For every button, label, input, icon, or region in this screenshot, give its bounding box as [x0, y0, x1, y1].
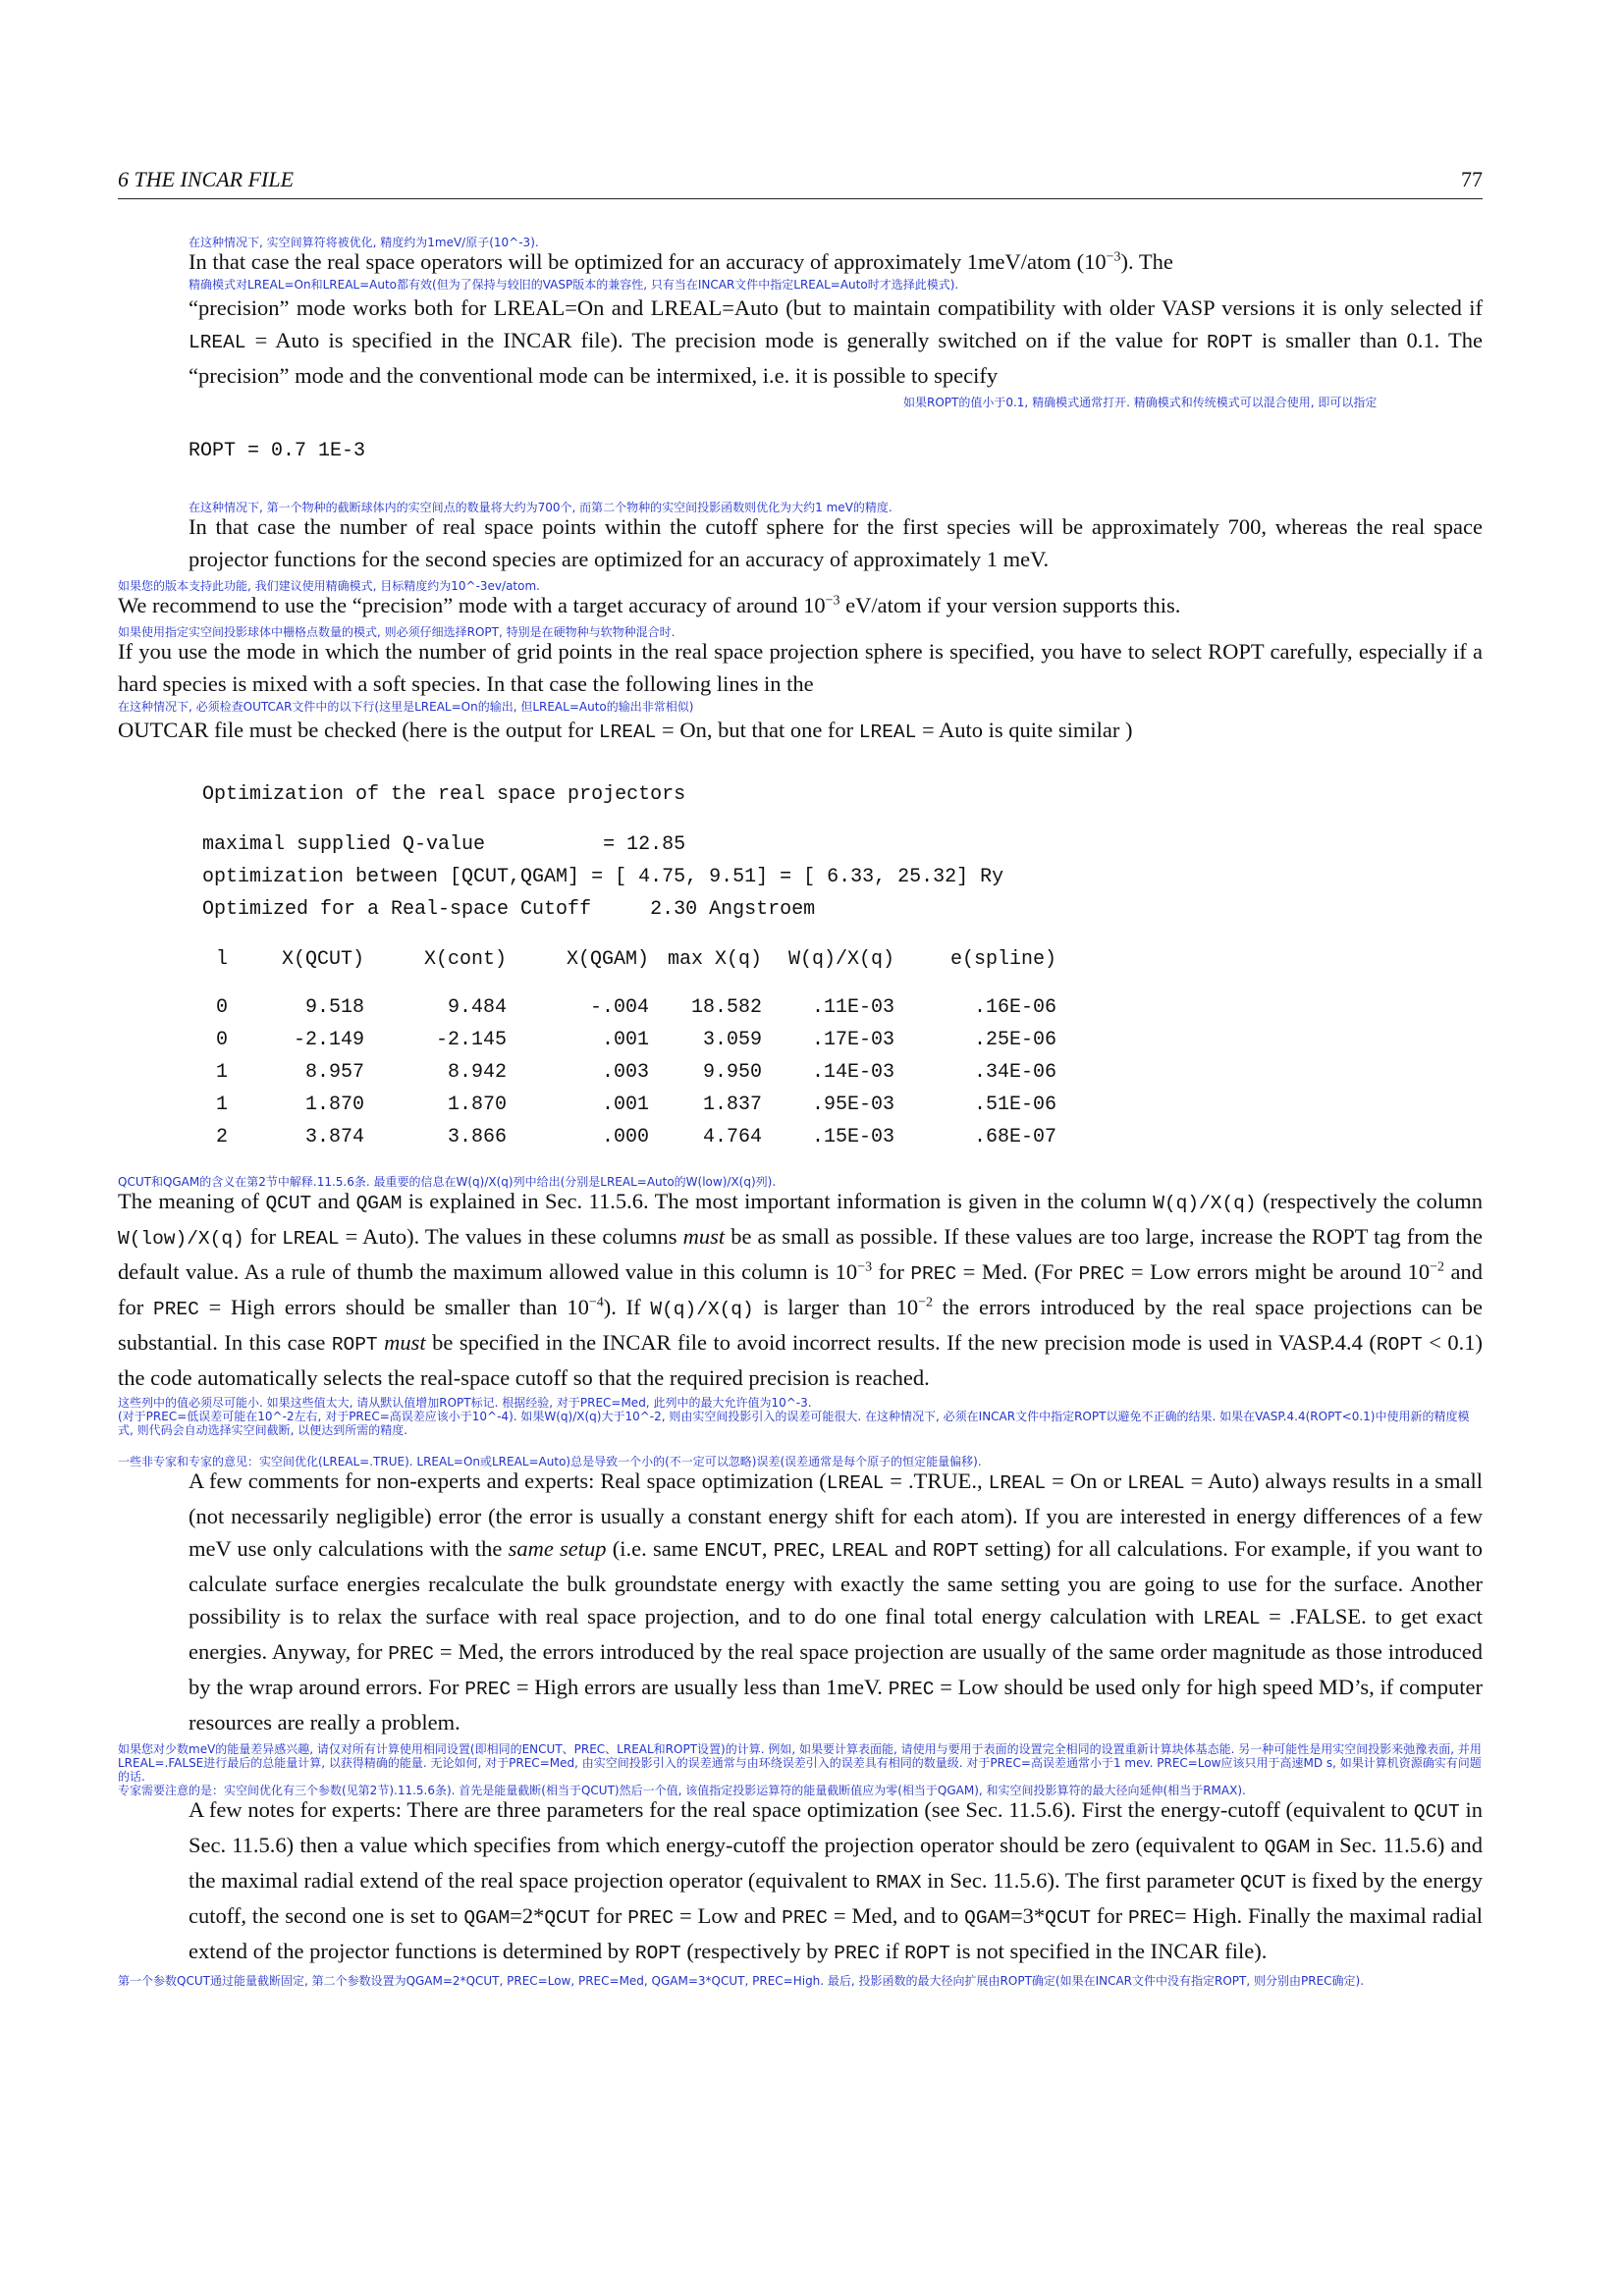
translation-note: 一些非专家和专家的意见：实空间优化(LREAL=.TRUE). LREAL=On或LREAL=Auto)总是导致一个小的(不一定可以忽略)误差(误差通常是每个原子的恒定能量偏移). [118, 1455, 982, 1468]
text-span: is explained in Sec. 11.5.6. The most important information is given in the column [402, 1189, 1154, 1213]
translation-note: 在这种情况下, 第一个物种的截断球体内的实空间点的数量将大约为700个, 而第二个物种的实空间投影函数则优化为大约1 meV的精度. [189, 501, 893, 514]
superscript: −2 [1430, 1259, 1444, 1275]
table-cell: 3.059 [702, 1029, 762, 1051]
code-inline: PREC [1128, 1907, 1174, 1929]
code-inline: ROPT [634, 1943, 681, 1964]
translation-note: 如果ROPT的值小于0.1, 精确模式通常打开. 精确模式和传统模式可以混合使用, 即可以指定 [903, 396, 1378, 409]
text-span: If you use the mode in which the number of grid points in the real space projection sphere is specified, you have to select ROPT carefully, especially if a hard species is mixed with a soft species. In that case the following lines in the [118, 639, 1483, 696]
column-header: X(QCUT) [281, 948, 364, 971]
text-span: ). The [1120, 249, 1173, 274]
text-span: is larger than 10 [753, 1295, 919, 1319]
code-inline: PREC [910, 1263, 957, 1285]
code-inline: QCUT [1045, 1907, 1091, 1929]
table-cell: 4.764 [702, 1126, 762, 1148]
table-cell: .14E-03 [811, 1061, 894, 1084]
table-cell: .17E-03 [811, 1029, 894, 1051]
table-cell: 2 [215, 1126, 228, 1148]
table-cell: .001 [601, 1094, 649, 1116]
table-cell: .001 [601, 1029, 649, 1051]
text-span: = Low errors might be around 10 [1124, 1259, 1431, 1284]
table-header-row [202, 943, 1056, 976]
section-title: 6 THE INCAR FILE [118, 167, 295, 191]
code-inline: QGAM [355, 1193, 403, 1214]
code-inline: QGAM [463, 1907, 511, 1929]
text-span: = .TRUE., [884, 1468, 989, 1493]
text-span: in Sec. 11.5.6). The first parameter [921, 1868, 1240, 1893]
table-row [202, 1121, 1056, 1153]
text-span: = Low and [674, 1903, 783, 1928]
text-span: “precision” mode works both for LREAL=On and LREAL=Auto (but to maintain compatibility with older VASP versions it is only selected if [189, 295, 1483, 320]
table-cell: -2.145 [435, 1029, 507, 1051]
text-span: and for [118, 1259, 1483, 1319]
paragraph-outcar-check [118, 635, 1483, 749]
translation-note: 精确模式对LREAL=On和LREAL=Auto都有效(但为了保持与较旧的VASP版本的兼容性, 只有当在INCAR文件中指定LREAL=Auto时才选择此模式). [189, 278, 959, 292]
table-cell: 1.870 [447, 1094, 507, 1116]
code-inline: LREAL [282, 1228, 340, 1250]
text-span: =3* [1009, 1903, 1046, 1928]
code-inline: ROPT [904, 1943, 950, 1964]
superscript: −3 [825, 593, 840, 609]
code-inline: W(q)/X(q) [1153, 1193, 1257, 1214]
table-row [202, 1089, 1056, 1121]
code-inline: LREAL [1203, 1608, 1261, 1629]
code-inline: PREC [782, 1907, 828, 1929]
text-span: = Auto is quite similar ) [916, 718, 1133, 742]
page-header [118, 165, 1483, 199]
paragraph-recommendation [118, 589, 1483, 621]
code-inline: LREAL [189, 332, 246, 353]
text-span: be specified in the INCAR file to avoid incorrect results. If the new precision mode is used in VASP.4.4 ( [425, 1330, 1377, 1355]
code-inline: LREAL [598, 721, 657, 743]
code-inline: PREC [388, 1643, 435, 1665]
paragraph-qcut-qgam [118, 1185, 1483, 1394]
table-row [202, 1024, 1056, 1056]
text-span: be as small as possible. If these values are too large, increase the ROPT tag from the default value. As a rule of thumb the maximum allowed value in this column is 10 [118, 1224, 1483, 1284]
text-span: is fixed by the energy cutoff, the second one is set to [189, 1868, 1483, 1928]
translation-note: 如果使用指定实空间投影球体中栅格点数量的模式, 则必须仔细选择ROPT, 特别是在硬物种与软物种混合时. [118, 625, 676, 639]
table-cell: -.004 [589, 996, 649, 1019]
code-inline: PREC [153, 1299, 199, 1320]
text-span: (respectively by [680, 1939, 835, 1963]
text-span: = On or [1046, 1468, 1128, 1493]
text-span: = High. Finally the maximal radial extend of the projector functions is determined by [189, 1903, 1483, 1963]
text-span: in Sec. 11.5.6) and the maximal radial extend of the real space projection operator (equivalent to [189, 1833, 1483, 1893]
superscript: −3 [857, 1259, 873, 1275]
table-cell: 1.837 [702, 1094, 762, 1116]
translation-note: QCUT和QGAM的含义在第2节中解释.11.5.6条. 最重要的信息在W(q)/X(q)列中给出(分别是LREAL=Auto的W(low)/X(q)列). [118, 1175, 777, 1189]
table-cell: 1 [215, 1094, 228, 1116]
code-inline: PREC [773, 1540, 820, 1562]
text-span: for [1090, 1903, 1129, 1928]
table-cell: 9.518 [304, 996, 364, 1019]
text-span: The meaning of [118, 1189, 266, 1213]
text-span: is not specified in the INCAR file). [949, 1939, 1268, 1963]
table-cell: 18.582 [690, 996, 762, 1019]
table-cell: 9.484 [447, 996, 507, 1019]
code-inline: RMAX [875, 1872, 922, 1894]
text-span: = Auto). The values in these columns [339, 1224, 683, 1249]
table-row [202, 991, 1056, 1024]
translation-note: 专家需要注意的是：实空间优化有三个参数(见第2节).11.5.6条). 首先是能量截断(相当于QCUT)然后一个值, 该值指定投影运算符的能量截断值应为零(相当于QGAM), 和实空间投影算符的最大径向延伸(相当于RMAX). [118, 1784, 1246, 1797]
code-inline: PREC [834, 1943, 881, 1964]
code-inline: QCUT [1413, 1801, 1460, 1823]
text-span: setting) for all calculations. For example, if you want to calculate surface energies recalculate the bulk groundstate energy with exactly the same setting you are going to use for the surface. Another possibility is to relax the surface with real space projection, and to do one final total energy calculation with [189, 1536, 1483, 1629]
code-inline: W(q)/X(q) [650, 1299, 754, 1320]
table-cell: .16E-06 [973, 996, 1056, 1019]
text-span: for [872, 1259, 911, 1284]
text-span: = Auto) always results in a small (not necessarily negligible) error (the error is usually a constant energy shift for each atom). If you are interested in energy differences of a few meV use only calculations with the [189, 1468, 1483, 1561]
text-span: = .FALSE. to get exact energies. Anyway, for [189, 1604, 1484, 1664]
text-span: (respectively the column [1256, 1189, 1484, 1213]
table-cell: .95E-03 [811, 1094, 894, 1116]
table-cell: .003 [601, 1061, 649, 1084]
text-span: for [590, 1903, 628, 1928]
column-header: X(QGAM) [566, 948, 649, 971]
text-span: = Auto is specified in the INCAR file). The precision mode is generally switched on if the value for [245, 328, 1208, 352]
text-span: < 0.1) the code automatically selects the real-space cutoff so that the required precision is reached. [118, 1330, 1483, 1390]
text-span: for [243, 1224, 283, 1249]
code-inline: PREC [888, 1679, 935, 1700]
code-inline: QGAM [964, 1907, 1010, 1929]
table-cell: .11E-03 [811, 996, 894, 1019]
table-cell: 3.866 [447, 1126, 507, 1148]
outcar-optimization: optimization between [QCUT,QGAM] = [ 4.75, 9.51] = [ 6.33, 25.32] Ry [202, 866, 1004, 888]
text-span: , [761, 1536, 774, 1561]
code-inline: ROPT [1376, 1334, 1423, 1356]
outcar-cutoff: Optimized for a Real-space Cutoff 2.30 Angstroem [202, 898, 816, 921]
outcar-q-value: maximal supplied Q-value = 12.85 [202, 833, 686, 856]
code-inline: QCUT [1239, 1872, 1286, 1894]
superscript: −2 [918, 1295, 933, 1310]
code-inline: QCUT [265, 1193, 312, 1214]
table-cell: .34E-06 [973, 1061, 1056, 1084]
paragraph-non-experts [118, 1465, 1483, 1738]
table-cell: 0 [215, 996, 228, 1019]
table-row [202, 1056, 1056, 1089]
text-span: , [819, 1536, 832, 1561]
text-span: (i.e. same [606, 1536, 705, 1561]
emphasis: must [682, 1224, 726, 1249]
table-cell: .51E-06 [973, 1094, 1056, 1116]
paragraph-precision-mode [118, 245, 1483, 392]
text-span: in Sec. 11.5.6) then a value which specifies from which energy-cutoff the projection operator should be zero (equivalent to [189, 1797, 1483, 1857]
translation-note: (对于PREC=低误差可能在10^-2左右, 对于PREC=高误差应该小于10^-4). 如果W(q)/X(q)大于10^-2, 则由实空间投影引入的误差可能很大. 在这种情况下, 必须在INCAR文件中指定ROPT以避免不正确的结果. 如果在VASP.4.4(ROPT<0.1)中使用新的精度模式, 则代码会自动选择实空间截断, 以便达到所需的精度. [118, 1410, 1470, 1437]
code-inline: LREAL [831, 1540, 889, 1562]
code-inline: PREC [1078, 1263, 1125, 1285]
text-span: = Med, the errors introduced by the real space projection are usually of the same order magnitude as those introduced by the wrap around errors. For [189, 1639, 1483, 1699]
text-span: = High errors should be smaller than 10 [198, 1295, 589, 1319]
table-cell: 3.874 [304, 1126, 364, 1148]
text-span: eV/atom if your version supports this. [839, 593, 1181, 617]
page-number: 77 [1461, 167, 1483, 191]
text-span: = High errors are usually less than 1meV. [511, 1675, 889, 1699]
paragraph-experts [118, 1793, 1483, 1970]
column-header: l [215, 948, 228, 971]
code-inline: ENCUT [704, 1540, 762, 1562]
translation-note: 如果您对少数meV的能量差异感兴趣, 请仅对所有计算使用相同设置(即相同的ENCUT、PREC、LREAL和ROPT设置)的计算. 例如, 如果要计算表面能, 请使用与要用于表面的设置完全相同的设置重新计算块体基态能. 另一种可能性是用实空间投影来弛豫表面, 并用LREAL=.FALSE进行最后的总能量计算, 以获得精确的能量. 无论如何, 对于PREC=Med, 由实空间投影引入的误差通常与由环绕误差引入的误差具有相同的数量级. 对于PREC=高误差通常小于1 mev. PREC=Low应该只用于高速MD s, 如果计算机资源确实有问题的话. [118, 1742, 1482, 1784]
code-inline: QCUT [544, 1907, 591, 1929]
translation-note: 在这种情况下, 必须检查OUTCAR文件中的以下行(这里是LREAL=On的输出, 但LREAL=Auto的输出非常相似) [118, 700, 694, 714]
text-span: A few comments for non-experts and experts: Real space optimization ( [189, 1468, 827, 1493]
text-span: = Med. (For [956, 1259, 1079, 1284]
text-span: =2* [510, 1903, 545, 1928]
text-span: In that case the real space operators will be optimized for an accuracy of approximately 1meV/atom (10 [189, 249, 1107, 274]
text-span: and [311, 1189, 356, 1213]
code-inline: LREAL [826, 1472, 885, 1494]
column-header: max X(q) [667, 948, 762, 971]
translation-note: 这些列中的值必须尽可能小. 如果这些值太大, 请从默认值增加ROPT标记. 根据经验, 对于PREC=Med, 此列中的最大允许值为10^-3. [118, 1396, 812, 1410]
text-span: = Med, and to [827, 1903, 965, 1928]
code-inline: W(low)/X(q) [118, 1228, 244, 1250]
code-inline: PREC [464, 1679, 512, 1700]
text-span: We recommend to use the “precision” mode with a target accuracy of around 10 [118, 593, 826, 617]
code-inline: QGAM [1264, 1837, 1311, 1858]
text-span: if [880, 1939, 905, 1963]
table-cell: 8.957 [304, 1061, 364, 1084]
code-inline: ROPT [932, 1540, 979, 1562]
column-header: e(spline) [949, 948, 1056, 971]
table-cell: 1.870 [304, 1094, 364, 1116]
code-inline: ROPT [331, 1334, 378, 1356]
column-header: X(cont) [423, 948, 507, 971]
translation-note: 第一个参数QCUT通过能量截断固定, 第二个参数设置为QGAM=2*QCUT, PREC=Low, PREC=Med, QGAM=3*QCUT, PREC=High. 最后, 投影函数的最大径向扩展由ROPT确定(如果在INCAR文件中没有指定ROPT, 则分别由PREC确定). [118, 1974, 1365, 1988]
translation-note: 如果您的版本支持此功能, 我们建议使用精确模式, 目标精度约为10^-3ev/atom. [118, 579, 540, 593]
table-cell: 1 [215, 1061, 228, 1084]
table-cell: .68E-07 [973, 1126, 1056, 1148]
text-span: = Low should be used only for high speed MD’s, if computer resources are really a problem. [189, 1675, 1483, 1735]
translation-note: 在这种情况下, 实空间算符将被优化, 精度约为1meV/原子(10^-3). [189, 236, 539, 249]
emphasis: same setup [508, 1536, 607, 1561]
code-inline: ROPT [1207, 332, 1253, 353]
text-span: = On, but that one for [656, 718, 859, 742]
outcar-title: Optimization of the real space projectors [202, 783, 686, 806]
column-header: W(q)/X(q) [787, 948, 894, 971]
text-span: A few notes for experts: There are three parameters for the real space optimization (see Sec. 11.5.6). First the energy-cutoff (equivalent to [189, 1797, 1414, 1822]
code-inline: LREAL [1127, 1472, 1185, 1494]
emphasis: must [384, 1330, 426, 1355]
text-span: In that case the number of real space points within the cutoff sphere for the first species will be approximately 700, whereas the real space projector functions for the second species are optimized for an accuracy of approximately 1 meV. [189, 514, 1483, 571]
table-cell: -2.149 [293, 1029, 364, 1051]
code-inline: PREC [627, 1907, 675, 1929]
table-cell: 0 [215, 1029, 228, 1051]
outcar-table [202, 943, 1056, 1153]
text-span: is smaller than 0.1. The “precision” mode and the conventional mode can be intermixed, i.e. it is possible to specify [189, 328, 1483, 388]
outcar-output [202, 778, 1483, 926]
superscript: −4 [588, 1295, 604, 1310]
superscript: −3 [1106, 249, 1121, 265]
code-inline: LREAL [988, 1472, 1047, 1494]
table-cell: 8.942 [447, 1061, 507, 1084]
table-cell: .000 [601, 1126, 649, 1148]
code-block-ropt: ROPT = 0.7 1E-3 [189, 440, 366, 462]
table-cell: 9.950 [702, 1061, 762, 1084]
text-span: ). If [603, 1295, 651, 1319]
table-cell: .25E-06 [973, 1029, 1056, 1051]
page-body [118, 232, 1484, 1988]
table-cell: .15E-03 [811, 1126, 894, 1148]
code-inline: LREAL [858, 721, 917, 743]
paragraph-real-space-points [118, 510, 1483, 575]
text-span: the errors introduced by the real space projections can be substantial. In this case [118, 1295, 1483, 1355]
text-span: and [888, 1536, 933, 1561]
text-span: OUTCAR file must be checked (here is the output for [118, 718, 599, 742]
